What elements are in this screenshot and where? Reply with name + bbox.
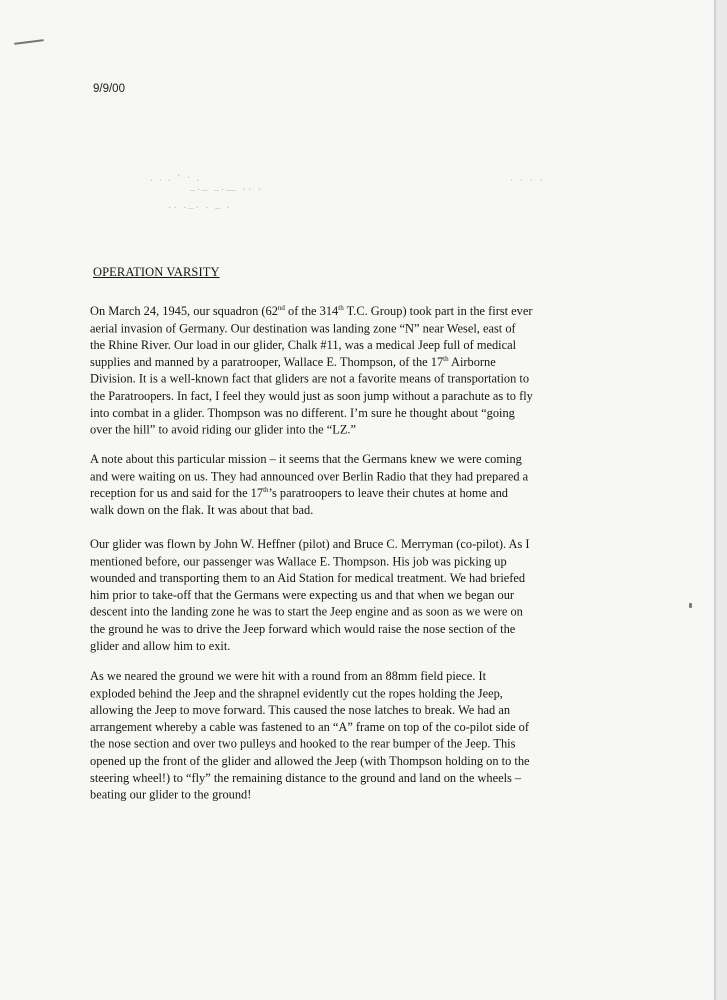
text-run: walk down on the flak. It was about that bad.: [90, 502, 314, 518]
text-run: Airborne: [448, 354, 496, 370]
text-line: [90, 736, 610, 753]
text-line: [90, 638, 610, 655]
text-line: [90, 553, 610, 570]
text-run: the nose section and over two pulleys and hooked to the rear bumper of the Jeep. This: [90, 736, 516, 752]
text-run: aerial invasion of Germany. Our destination was landing zone “N” near Wesel, east of: [90, 320, 516, 336]
text-run: supplies and manned by a paratrooper, Wallace E. Thompson, of the 17: [90, 354, 444, 370]
text-run: over the hill” to avoid riding our glider into the “LZ.”: [90, 422, 356, 437]
bleed-through-mark: . . . ‘ · .: [150, 173, 202, 184]
text-line: [90, 621, 610, 638]
text-line: [90, 587, 610, 604]
text-line: [90, 451, 610, 468]
text-line: [90, 570, 610, 587]
ordinal-suffix: nd: [277, 304, 285, 313]
text-run: wounded and transporting them to an Aid Station for medical treatment. We had briefed: [90, 570, 526, 586]
text-line: [90, 388, 610, 405]
page-edge-shadow: [714, 0, 727, 1000]
text-line: [90, 421, 610, 438]
text-run: reception for us and said for the 17: [90, 485, 264, 501]
text-run: and were waiting on us. They had announced over Berlin Radio that they had prepared a: [90, 468, 529, 484]
ordinal-suffix: th: [263, 485, 269, 495]
text-line: [90, 337, 610, 354]
text-line: [90, 604, 610, 621]
text-run: of the 314: [284, 304, 339, 319]
text-run: allowing the Jeep to move forward. This caused the nose latches to break. We had an: [90, 702, 511, 718]
text-run: Our glider was flown by John W. Heffner (pilot) and Bruce C. Merryman (co-pilot). As I: [90, 537, 530, 552]
text-line: [90, 320, 610, 337]
document-date: 9/9/00: [93, 83, 125, 95]
text-run: arrangement whereby a cable was fastened to an “A” frame on top of the co-pilot side of: [90, 719, 529, 735]
paragraph-4: [90, 668, 610, 803]
bleed-through-mark: · · · ·: [510, 176, 545, 187]
text-line: [90, 685, 610, 702]
text-line: [90, 468, 610, 485]
text-line: [90, 354, 610, 371]
ordinal-suffix: th: [338, 304, 344, 313]
text-run: the ground he was to drive the Jeep forward which would raise the nose section of the: [90, 621, 516, 636]
bleed-through-mark: ·· ·–· · – ·: [168, 203, 232, 214]
text-run: descent into the landing zone he was to start the Jeep engine and as soon as we were on: [90, 604, 523, 620]
bleed-through-mark: –·– –·— ·· ·: [190, 185, 264, 196]
text-run: As we neared the ground we were hit with a round from an 88mm field piece. It: [90, 669, 487, 684]
text-line: [90, 405, 610, 422]
text-line: [90, 371, 610, 388]
paragraph-3: [90, 536, 610, 654]
text-run: steering wheel!) to “fly” the remaining distance to the ground and land on the wheels –: [90, 770, 522, 785]
text-run: glider and allow him to exit.: [90, 638, 231, 653]
text-run: into combat in a glider. Thompson was no different. I’m sure he thought about “going: [90, 405, 515, 420]
text-line: [90, 668, 610, 685]
text-run: A note about this particular mission – it seems that the Germans knew we were coming: [90, 452, 522, 467]
text-run: ’s paratroopers to leave their chutes at home and: [268, 485, 508, 501]
text-line: [90, 786, 610, 803]
text-run: beating our glider to the ground!: [90, 787, 252, 802]
text-line: [90, 753, 610, 770]
text-line: [90, 536, 610, 553]
text-line: [90, 303, 610, 320]
text-run: exploded behind the Jeep and the shrapnel evidently cut the ropes holding the Jeep,: [90, 685, 503, 701]
document-title: OPERATION VARSITY: [93, 265, 220, 279]
text-run: mentioned before, our passenger was Wallace E. Thompson. His job was picking up: [90, 553, 507, 569]
text-line: [90, 502, 610, 519]
text-run: the Paratroopers. In fact, I feel they would just as soon jump without a parachute as to fly: [90, 388, 533, 403]
text-line: [90, 719, 610, 736]
text-line: [90, 702, 610, 719]
text-run: On March 24, 1945, our squadron (62: [90, 304, 278, 319]
text-line: [90, 485, 610, 502]
text-run: T.C. Group) took part in the first ever: [343, 304, 533, 319]
text-run: opened up the front of the glider and allowed the Jeep (with Thompson holding on to the: [90, 753, 530, 768]
ordinal-suffix: th: [443, 354, 449, 363]
text-run: Division. It is a well-known fact that gliders are not a favorite means of transportation to: [90, 371, 530, 387]
scan-speck: [689, 603, 692, 608]
text-run: him prior to take-off that the Germans were expecting us and that when we began our: [90, 587, 515, 603]
paragraph-1: [90, 303, 610, 438]
text-run: the Rhine River. Our load in our glider, Chalk #11, was a medical Jeep full of medical: [90, 337, 517, 353]
paragraph-2: [90, 451, 610, 519]
pen-mark: [14, 39, 44, 45]
text-line: [90, 770, 610, 787]
